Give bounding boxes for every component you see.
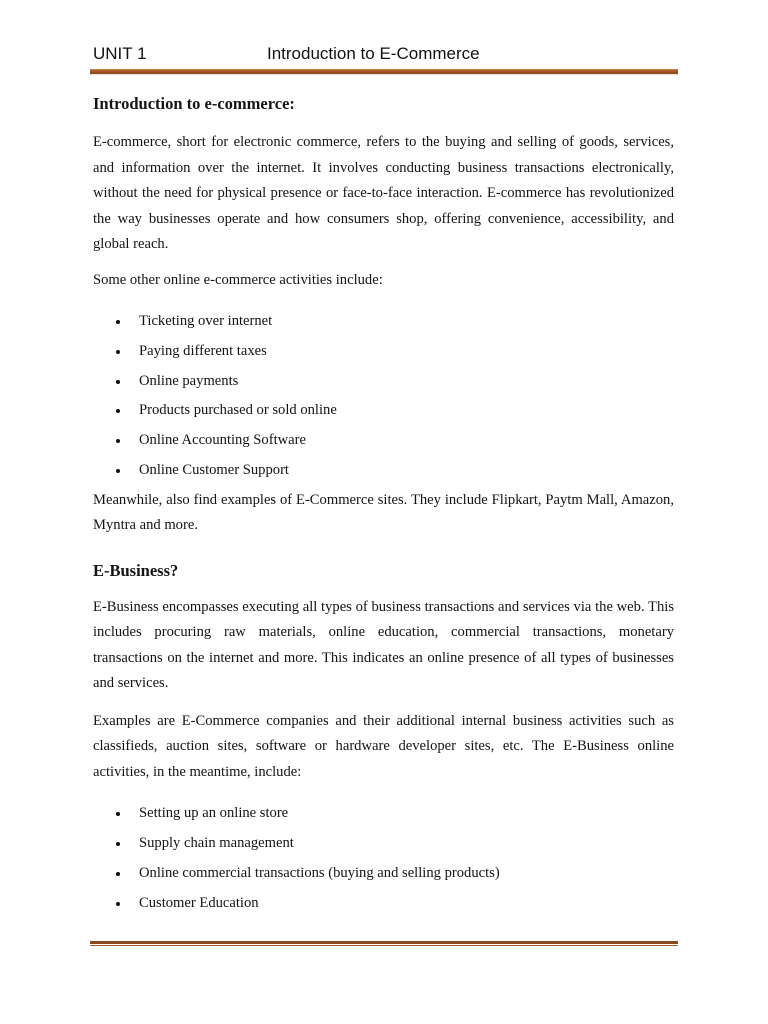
bullet-icon — [116, 469, 120, 473]
ecommerce-sites-paragraph: Meanwhile, also find examples of E-Commerce sites. They include Flipkart, Paytm Mall, Amazon, Myntra and more. — [93, 491, 674, 534]
activities-intro: Some other online e-commerce activities include: — [93, 271, 383, 288]
unit-label: UNIT 1 — [93, 44, 147, 63]
ecommerce-activities-list — [93, 307, 674, 486]
bullet-icon — [116, 872, 120, 876]
footer-divider — [90, 941, 678, 944]
list-item: Online Customer Support — [93, 456, 674, 486]
list-item: Customer Education — [93, 889, 674, 919]
bullet-icon — [116, 380, 120, 384]
list-item: Products purchased or sold online — [93, 396, 674, 426]
bullet-icon — [116, 842, 120, 846]
header-title: Introduction to E-Commerce — [267, 44, 480, 63]
list-item: Online Accounting Software — [93, 426, 674, 456]
footer-divider-thin — [90, 945, 678, 946]
ecommerce-definition-paragraph: E-commerce, short for electronic commerce, refers to the buying and selling of goods, services, and information over the internet. It involves conducting business transactions electronically, without the need for physical presence or face-to-face interaction. E-commerce has revolutionized the way businesses operate and how consumers shop, offering convenience, accessibility, and global reach. — [93, 134, 674, 252]
list-item: Ticketing over internet — [93, 307, 674, 337]
bullet-icon — [116, 439, 120, 443]
page-header — [93, 44, 678, 68]
bullet-icon — [116, 902, 120, 906]
section-heading-ecommerce: Introduction to e-commerce: — [93, 94, 295, 113]
bullet-icon — [116, 350, 120, 354]
list-item: Online commercial transactions (buying and selling products) — [93, 859, 674, 889]
list-item: Paying different taxes — [93, 337, 674, 367]
bullet-icon — [116, 409, 120, 413]
list-item: Online payments — [93, 367, 674, 397]
ebusiness-examples-paragraph: Examples are E-Commerce companies and their additional internal business activities such as classifieds, auction sites, software or hardware developer sites, etc. The E-Business online activities, in the meantime, include: — [93, 712, 674, 780]
page-content — [93, 92, 674, 918]
ebusiness-definition-paragraph: E-Business encompasses executing all types of business transactions and services via the web. This includes procuring raw materials, online education, commercial transactions, monetary transactions on the internet and more. This indicates an online presence of all types of businesses and services. — [93, 598, 674, 692]
section-heading-ebusiness: E-Business? — [93, 560, 179, 580]
list-item: Setting up an online store — [93, 799, 674, 829]
bullet-icon — [116, 320, 120, 324]
list-item: Supply chain management — [93, 829, 674, 859]
bullet-icon — [116, 812, 120, 816]
ebusiness-activities-list — [93, 799, 674, 918]
header-divider — [90, 69, 678, 74]
